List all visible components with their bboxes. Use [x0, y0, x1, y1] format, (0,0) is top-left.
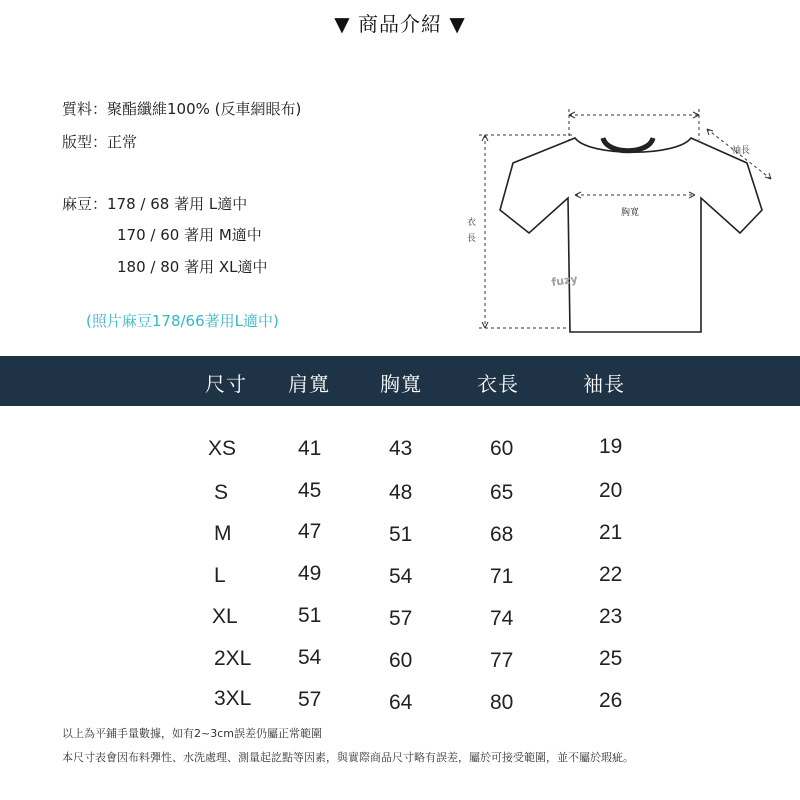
size-cell: 3XL: [214, 687, 252, 710]
length-cell: 68: [490, 523, 514, 546]
sleeve-cell: 23: [599, 605, 623, 628]
size-cell: 2XL: [214, 647, 252, 670]
size-cell: XL: [212, 605, 238, 628]
chest-cell: 60: [389, 649, 413, 672]
fit-spec: 版型：正常: [62, 133, 138, 151]
chest-cell: 54: [389, 565, 413, 588]
length-cell: 71: [490, 565, 514, 588]
photo-model-note: (照片麻豆178/66著用L適中): [86, 312, 279, 330]
length-cell: 65: [490, 481, 514, 504]
chest-cell: 64: [389, 691, 413, 714]
page-title: ▼ 商品介紹 ▼: [334, 12, 466, 36]
model-line-1: 麻豆：178 / 68 著用 L適中: [62, 195, 248, 213]
sleeve-cell: 26: [599, 689, 623, 712]
chest-cell: 43: [389, 437, 413, 460]
shoulder-cell: 41: [298, 437, 322, 460]
sleeve-cell: 25: [599, 647, 623, 670]
chest-cell: 51: [389, 523, 413, 546]
length-cell: 80: [490, 691, 514, 714]
sleeve-cell: 20: [599, 479, 623, 502]
model-line-2: 170 / 60 著用 M適中: [117, 226, 262, 244]
size-cell: M: [214, 522, 232, 545]
disclaimer-note: 本尺寸表會因布料彈性、水洗處理、測量起訖點等因素，與實際商品尺寸略有誤差，屬於可接受範圍，並不屬於瑕疵。: [62, 751, 634, 764]
chest-cell: 48: [389, 481, 413, 504]
sleeve-cell: 22: [599, 563, 623, 586]
header-size: 尺寸: [205, 372, 247, 396]
length-cell: 77: [490, 649, 514, 672]
sleeve-cell: 19: [599, 435, 623, 458]
model-line-3: 180 / 80 著用 XL適中: [117, 258, 268, 276]
header-length: 衣長: [477, 372, 519, 396]
shoulder-cell: 51: [298, 604, 322, 627]
header-chest: 胸寬: [380, 372, 422, 396]
tshirt-measurement-diagram: [455, 85, 795, 345]
svg-text:長: 長: [467, 234, 477, 244]
shoulder-cell: 49: [298, 562, 322, 585]
length-cell: 74: [490, 607, 514, 630]
shoulder-cell: 57: [298, 688, 322, 711]
measurement-note: 以上為平鋪手量數據，如有2~3cm誤差仍屬正常範圍: [62, 727, 322, 740]
length-cell: 60: [490, 437, 514, 460]
tshirt-outline-icon: [455, 85, 795, 345]
header-shoulder: 肩寬: [288, 372, 330, 396]
size-cell: XS: [208, 437, 237, 460]
sleeve-cell: 21: [599, 521, 623, 544]
chest-cell: 57: [389, 607, 413, 630]
shoulder-cell: 47: [298, 520, 322, 543]
svg-text:胸寬: 胸寬: [621, 208, 640, 218]
shoulder-cell: 45: [298, 479, 322, 502]
shoulder-cell: 54: [298, 646, 322, 669]
svg-text:袖長: 袖長: [732, 146, 751, 156]
size-table-header: [0, 356, 800, 406]
size-cell: L: [214, 564, 226, 587]
size-cell: S: [214, 481, 229, 504]
header-sleeve: 袖長: [583, 372, 625, 396]
svg-text:衣: 衣: [467, 218, 477, 228]
svg-text:fuzy: fuzy: [550, 272, 579, 289]
material-spec: 質料：聚酯纖維100% (反車網眼布): [62, 100, 302, 118]
